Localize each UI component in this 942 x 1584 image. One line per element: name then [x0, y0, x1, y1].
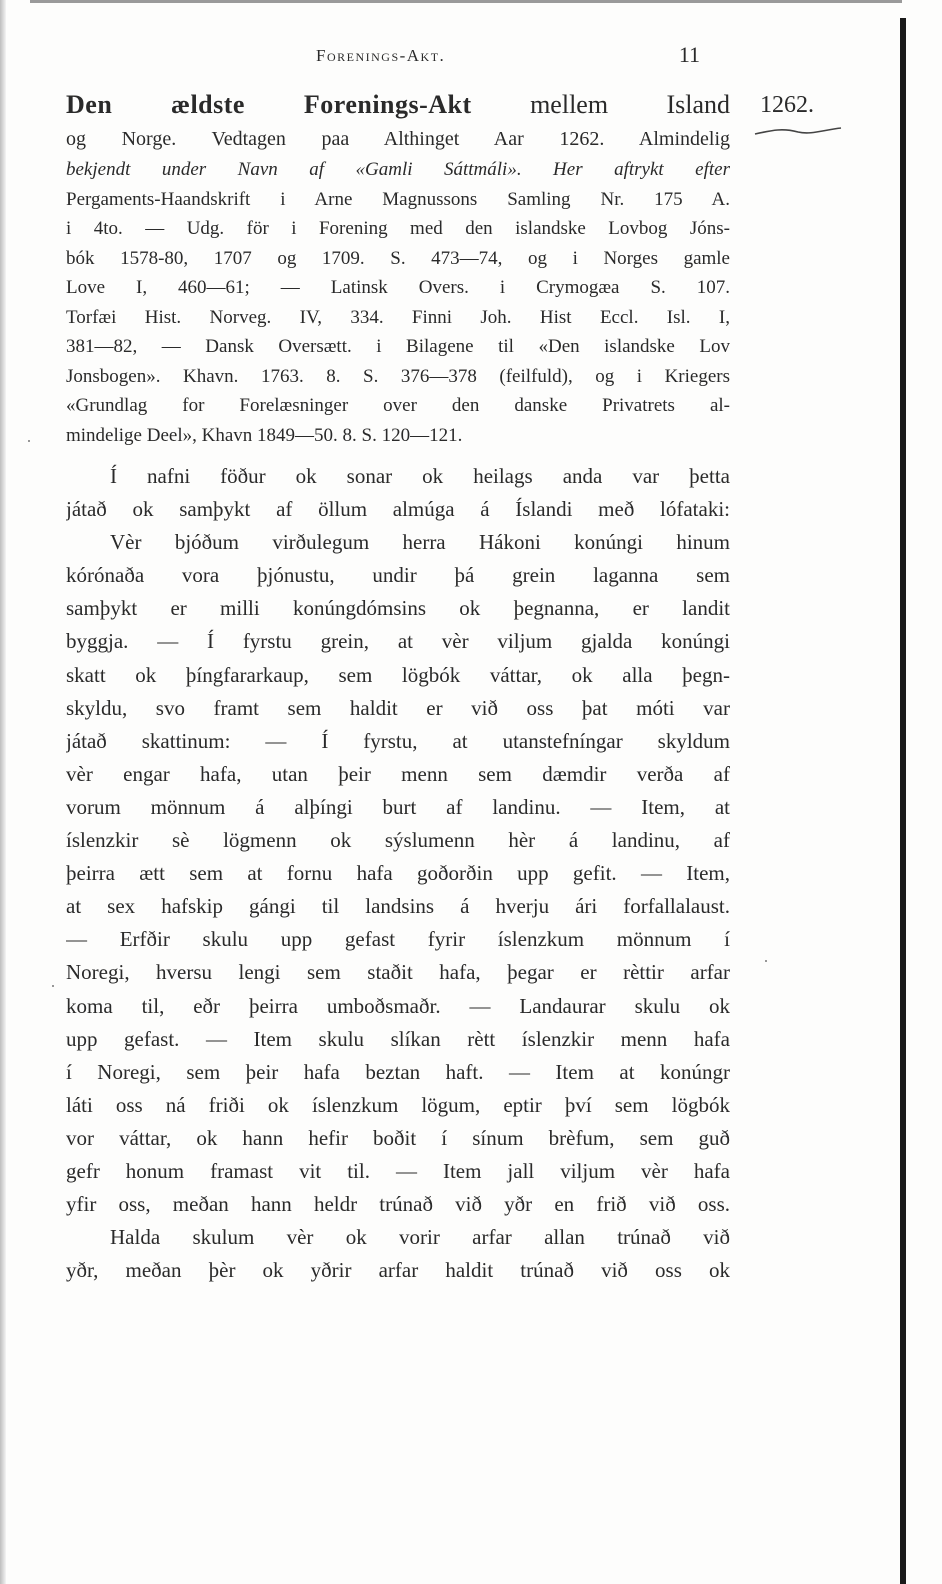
body-line: upp gefast. — Item skulu slíkan rètt íslenzkir menn hafa [66, 1026, 730, 1051]
heading-line [66, 86, 730, 124]
page-right-edge [900, 18, 906, 1584]
body-line: gefr honum framast vit til. — Item jall viljum vèr hafa [66, 1158, 730, 1183]
paper-speck [765, 960, 767, 962]
body-line: Noregi, hversu lengi sem staðit hafa, þegar er rèttir arfar [66, 960, 730, 985]
intro-line: Love I, 460—61; — Latinsk Overs. i Crymogæa S. 107. [66, 277, 730, 298]
charter-text [66, 460, 730, 1287]
body-line: Halda skulum vèr ok vorir arfar allan trúnað við [110, 1225, 730, 1250]
intro-paragraph [66, 86, 730, 450]
intro-line: Torfæi Hist. Norveg. IV, 334. Finni Joh. Hist Eccl. Isl. I, [66, 306, 730, 328]
body-line: — Erfðir skulu upp gefast fyrir íslenzkum mönnum í [66, 927, 730, 952]
paper-speck [28, 440, 30, 442]
margin-swash-ornament [753, 126, 843, 136]
body-line: yfir oss, meðan hann heldr trúnað við yðr en frið við oss. [66, 1192, 730, 1217]
body-line: vorum mönnum á alþíngi burt af landinu. — Item, at [66, 794, 730, 819]
body-line: Vèr bjóðum virðulegum herra Hákoni konúngi hinum [110, 530, 730, 555]
page-left-edge [0, 0, 6, 1584]
margin-year: 1262. [760, 92, 814, 118]
body-line: í Noregi, sem þeir hafa beztan haft. — Item at konúngr [66, 1059, 730, 1084]
body-line: at sex hafskip gángi til landsins á hverju ári forfallalaust. [66, 894, 730, 919]
intro-line: Jonsbogen». Khavn. 1763. 8. S. 376—378 (feilfuld), og i Kriegers [66, 365, 730, 387]
intro-line: «Grundlag for Forelæsninger over den danske Privatrets al- [66, 395, 730, 416]
text-block [66, 86, 730, 1287]
body-line: samþykt er milli konúngdómsins ok þegnanna, er landit [66, 596, 730, 621]
body-line: yðr, meðan þèr ok yðrir arfar haldit trúnað við oss ok [66, 1258, 730, 1283]
intro-line: bekjendt under Navn af «Gamli Sáttmáli». Her aftrykt efter [66, 159, 730, 180]
heading-rest: mellem Island [530, 90, 730, 119]
running-title: Forenings-Akt. [316, 46, 446, 65]
body-line: vor váttar, ok hann hefir boðit í sínum brèfum, sem guð [66, 1125, 730, 1150]
body-line: vèr engar hafa, utan þeir menn sem dæmdir verða af [66, 761, 730, 786]
body-line: játað ok samþykt af öllum almúga á Íslandi með lófataki: [66, 497, 730, 522]
body-line: koma til, eðr þeirra umboðsmaðr. — Landaurar skulu ok [66, 993, 730, 1018]
page-top-edge [30, 0, 902, 3]
intro-line: og Norge. Vedtagen paa Althinget Aar 1262. Almindelig [66, 128, 730, 150]
body-line: láti oss ná friði ok íslenzkum lögum, eptir því sem lögbók [66, 1092, 730, 1117]
body-line: Í nafni föður ok sonar ok heilags anda var þetta [110, 464, 730, 488]
body-line: þeirra ætt sem at fornu hafa goðorðin upp gefit. — Item, [66, 861, 730, 886]
intro-line: Pergaments-Haandskrift i Arne Magnussons Samling Nr. 175 A. [66, 188, 730, 210]
page-number: 11 [678, 42, 700, 67]
heading-bold: Den ældste Forenings-Akt [66, 90, 472, 119]
body-line: skyldu, svo framt sem haldit er við oss þat móti var [66, 695, 730, 720]
intro-line: bók 1578-80, 1707 og 1709. S. 473—74, og i Norges gamle [66, 247, 730, 269]
body-line: játað skattinum: — Í fyrstu, at utanstefníngar skyldum [66, 728, 730, 753]
body-line: kórónaða vora þjónustu, undir þá grein laganna sem [66, 563, 730, 588]
intro-line: i 4to. — Udg. för i Forening med den islandske Lovbog Jóns- [66, 218, 730, 239]
paper-speck [52, 985, 54, 987]
intro-line: 381—82, — Dansk Oversætt. i Bilagene til «Den islandske Lov [66, 336, 730, 357]
body-line: íslenzkir sè lögmenn ok sýslumenn hèr á landinu, af [66, 828, 730, 853]
body-line: skatt ok þíngfararkaup, sem lögbók váttar, ok alla þegn- [66, 662, 730, 687]
body-line: byggja. — Í fyrstu grein, at vèr viljum gjalda konúngi [66, 629, 730, 654]
intro-line: mindelige Deel», Khavn 1849—50. 8. S. 120—121. [66, 424, 463, 446]
running-head [66, 42, 730, 74]
